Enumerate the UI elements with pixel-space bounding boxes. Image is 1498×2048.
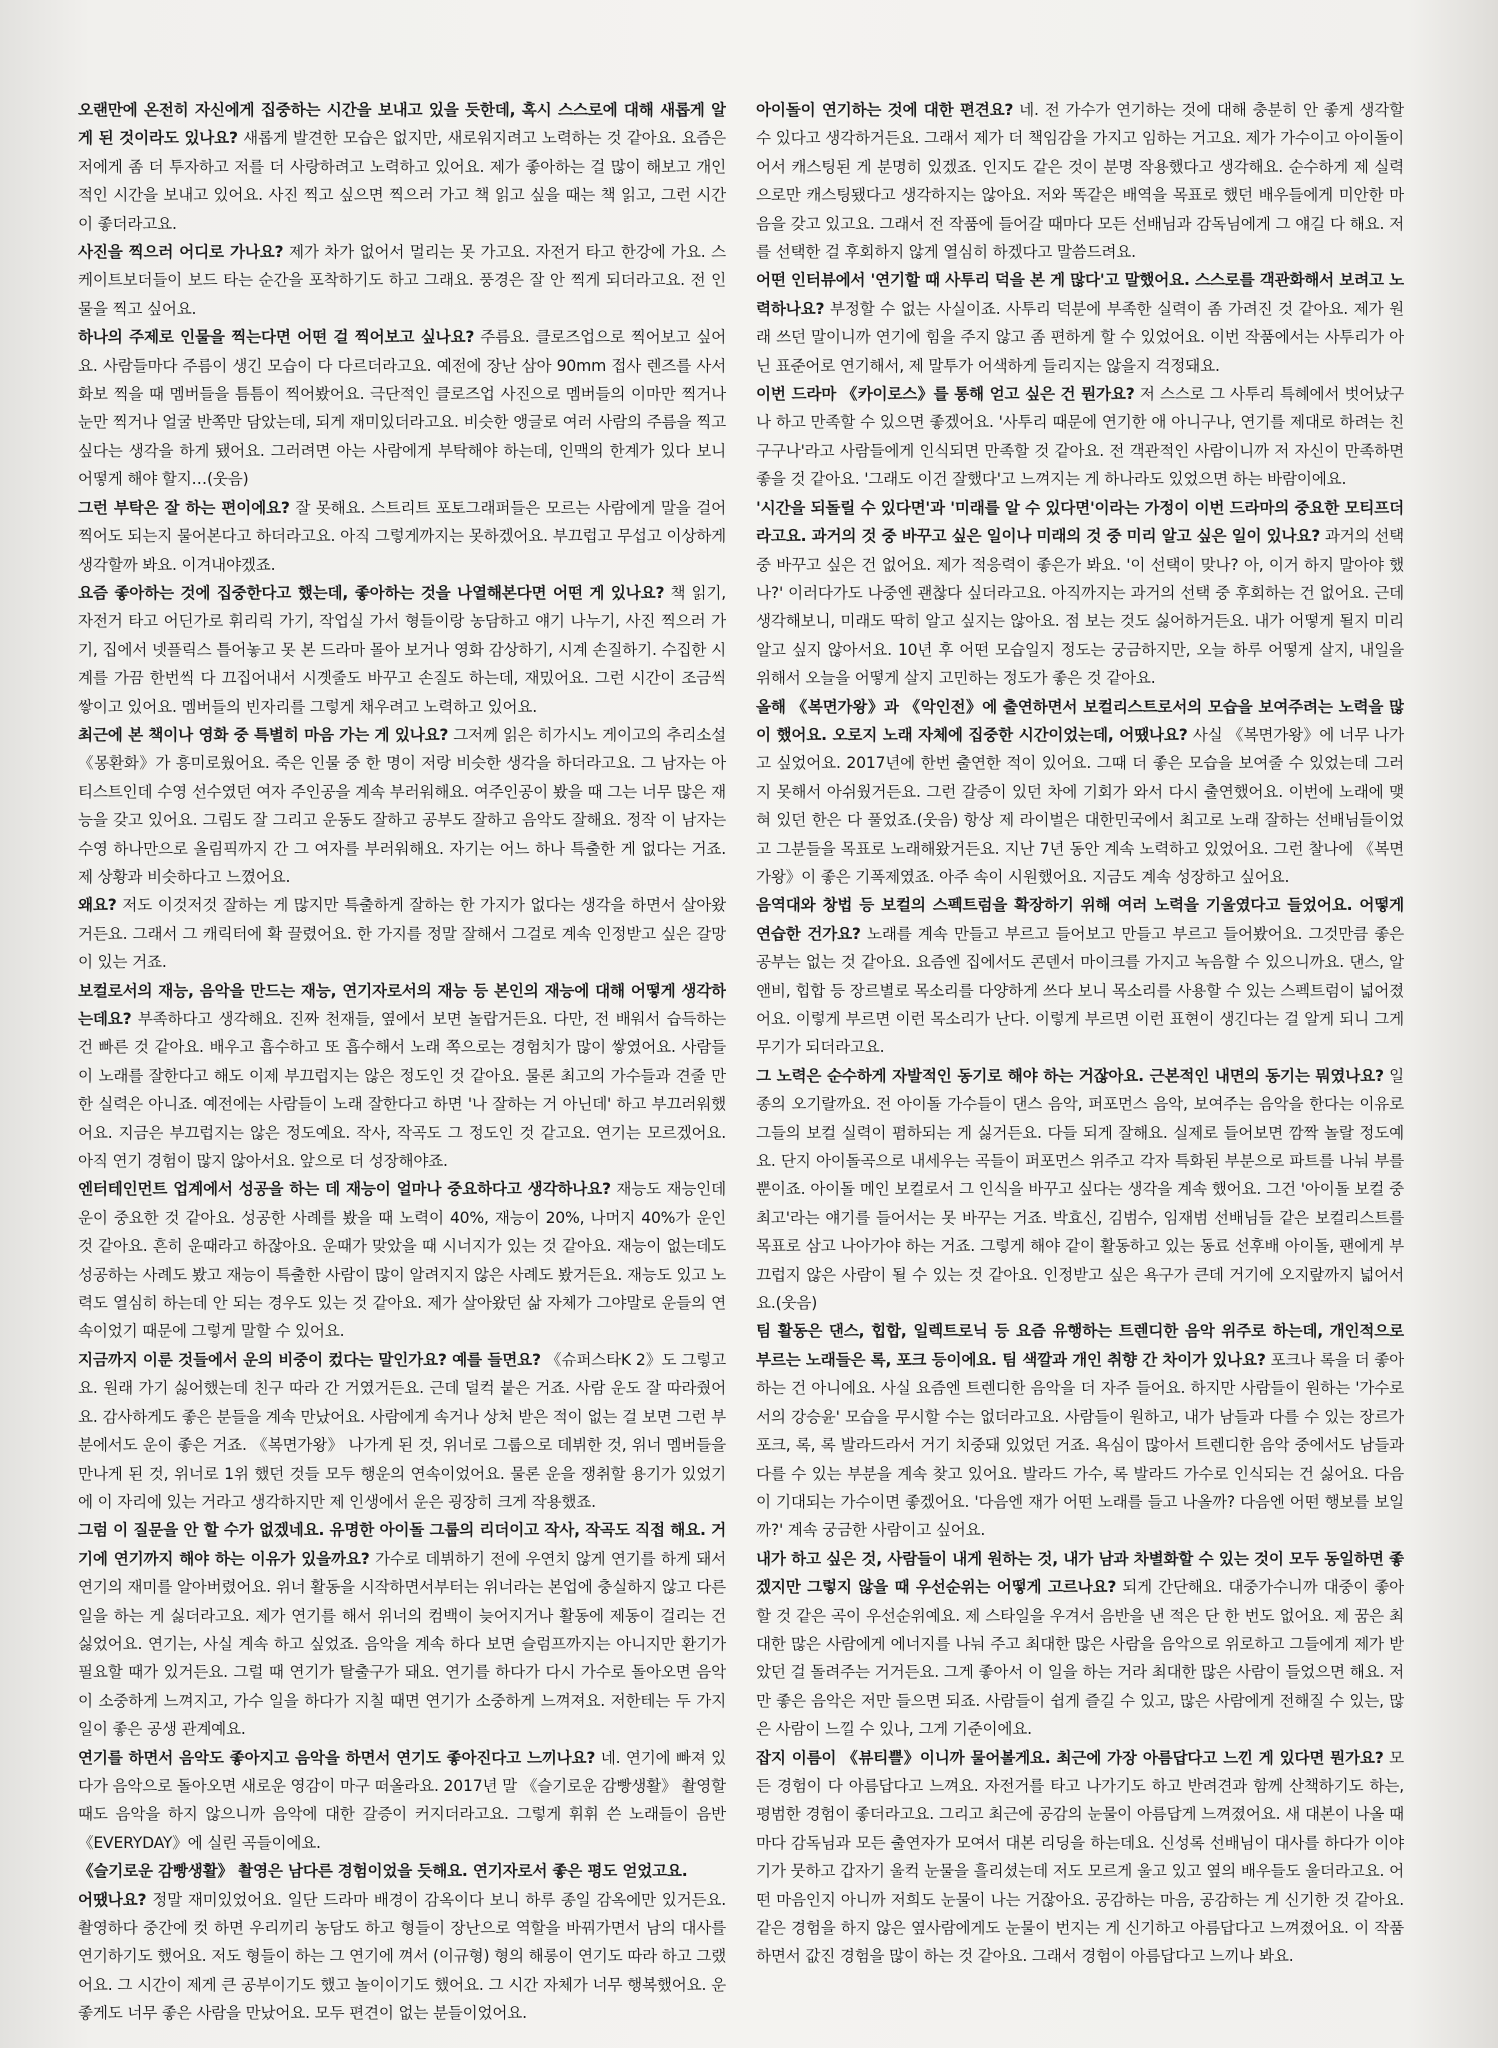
left-column (78, 96, 726, 2041)
interview-question: 왜요? (78, 896, 117, 915)
interview-question: 어떤 인터뷰에서 '연기할 때 사투리 덕을 본 게 많다'고 말했어요. 스스로를 객관화해서 보려고 노력하나요? (756, 271, 1404, 318)
interview-paragraph (78, 721, 726, 891)
interview-question: '시간을 되돌릴 수 있다면'과 '미래를 알 수 있다면'이라는 가정이 이번 드라마의 중요한 모티프더라고요. 과거의 것 중 바꾸고 싶은 일이나 미래의 것 중 미리 알고 싶은 일이 있나요? (756, 498, 1404, 546)
interview-answer: 책 읽기, 자전거 타고 어딘가로 휘리릭 가기, 작업실 가서 형들이랑 농담하고 얘기 나누기, 사진 찍으러 가기, 집에서 넷플릭스 틀어놓고 못 본 드라마 몰아 보거나 영화 감상하기, 시계 손질하기. 수집한 시계를 가끔 한번씩 다 끄집어내서 시곗줄도 바꾸고 손질도 하는데, 재밌어요. 그런 시간이 조금씩 쌓이고 있어요. 멤버들의 빈자리를 그렇게 채우려고 노력하고 있어요. (78, 583, 726, 716)
interview-question: 보컬로서의 재능, 음악을 만드는 재능, 연기자로서의 재능 등 본인의 재능에 대해 어떻게 생각하는데요? (78, 981, 726, 1028)
interview-paragraph (78, 977, 726, 1176)
interview-paragraph (78, 579, 726, 721)
interview-answer: 저도 이것저것 잘하는 게 많지만 특출하게 잘하는 한 가지가 없다는 생각을 하면서 살아왔거든요. 그래서 그 캐릭터에 확 끌렸어요. 한 가지를 정말 잘해서 그걸로 계속 인정받고 싶은 갈망이 있는 거죠. (78, 896, 726, 972)
interview-paragraph (78, 1175, 726, 1345)
interview-answer: 잘 못해요. 스트리트 포토그래퍼들은 모르는 사람에게 말을 걸어 찍어도 되는지 물어본다고 하더라고요. 아직 그렇게까지는 못하겠어요. 부끄럽고 무섭고 이상하게 생각할까 봐요. 이겨내야겠죠. (78, 498, 726, 574)
interview-answer: 모든 경험이 다 아름답다고 느껴요. 자전거를 타고 나가기도 하고 반려견과 함께 산책하기도 하는, 평범한 경험이 좋더라고요. 그리고 최근에 공감의 눈물이 아름답게 느껴졌어요. 새 대본이 나올 때마다 감독님과 모든 출연자가 모여서 대본 리딩을 하는데요. 신성록 선배님이 대사를 하다가 이야기가 뭇하고 갑자기 울컥 눈물을 흘리셨는데 저도 모르게 울고 있고 옆의 배우들도 울더라고요. 어떤 마음인지 아니까 저희도 눈물이 나는 거잖아요. 공감하는 마음, 공감하는 게 신기한 것 같아요. 같은 경험을 하지 않은 옆사람에게도 눈물이 번지는 게 신기하고 아름답다고 느껴졌어요. 이 작품 하면서 값진 경험을 많이 하는 것 같아요. 그래서 경험이 아름답다고 느끼나 봐요. (756, 1748, 1404, 1966)
interview-question: 이번 드라마 《카이로스》를 통해 얻고 싶은 건 뭔가요? (756, 385, 1135, 404)
interview-paragraph (756, 693, 1404, 892)
interview-question: 하나의 주제로 인물을 찍는다면 어떤 걸 찍어보고 싶나요? (78, 328, 475, 347)
interview-question: 그런 부탁은 잘 하는 편이에요? (78, 498, 290, 517)
interview-question: 어땠나요? (78, 1890, 147, 1909)
interview-paragraph (756, 266, 1404, 380)
interview-answer: 《슈퍼스타K 2》도 그렇고요. 원래 가기 싫어했는데 친구 따라 간 거였거든요. 근데 덜컥 붙은 거죠. 사람 운도 잘 따라줬어요. 감사하게도 좋은 분들을 계속 만났어요. 사람에게 속거나 상처 받은 적이 없는 걸 보면 그런 부분에서도 운이 좋은 거죠. 《복면가왕》 나가게 된 것, 위너로 그룹으로 데뷔한 것, 위너 멤버들을 만나게 된 것, 위너로 1위 했던 것들 모두 행운의 연속이었어요. 물론 운을 쟁취할 용기가 있었기에 이 자리에 있는 거라고 생각하지만 제 인생에서 운은 굉장히 크게 작용했죠. (78, 1350, 726, 1511)
interview-paragraph (756, 1545, 1404, 1744)
interview-question: 오랜만에 온전히 자신에게 집중하는 시간을 보내고 있을 듯한데, 혹시 스스로에 대해 새롭게 알게 된 것이라도 있나요? (78, 101, 726, 148)
interview-paragraph (78, 1346, 726, 1516)
interview-question: 지금까지 이룬 것들에서 운의 비중이 컸다는 말인가요? 예를 들면요? (78, 1350, 541, 1369)
interview-answer: 재능도 재능인데 운이 중요한 것 같아요. 성공한 사례를 봤을 때 노력이 40%, 재능이 20%, 나머지 40%가 운인 것 같아요. 흔히 운때라고 하잖아요. 운때가 맞았을 때 시너지가 있는 것 같아요. 재능이 없는데도 성공하는 사례도 봤고 재능이 특출한 사람이 많이 알려지지 않은 사례도 봤거든요. 재능도 있고 노력도 열심히 하는데 안 되는 경우도 있는 것 같아요. 제가 살아왔던 삶 자체가 그야말로 운들의 연속이었기 때문에 그렇게 말할 수 있어요. (78, 1180, 726, 1341)
interview-question: 최근에 본 책이나 영화 중 특별히 마음 가는 게 있나요? (78, 725, 449, 744)
interview-question: 올해 《복면가왕》과 《악인전》에 출연하면서 보컬리스트로서의 모습을 보여주려는 노력을 많이 했어요. 오로지 노래 자체에 집중한 시간이었는데, 어땠나요? (756, 697, 1404, 744)
interview-paragraph (756, 380, 1404, 494)
interview-answer: 네. 전 가수가 연기하는 것에 대해 충분히 안 좋게 생각할 수 있다고 생각하거든요. 그래서 제가 더 책임감을 가지고 임하는 거고요. 제가 가수이고 아이돌이어서 캐스팅된 게 분명히 있겠죠. 인지도 같은 것이 분명 작용했다고 생각해요. 순수하게 제 실력으로만 캐스팅됐다고 생각하지는 않아요. 저와 똑같은 배역을 목표로 했던 배우들에게 미안한 마음을 갖고 있고요. 그래서 전 작품에 들어갈 때마다 모든 선배님과 감독님에게 그 얘길 다 해요. 저를 선택한 걸 후회하지 않게 열심히 하겠다고 말씀드려요. (756, 101, 1404, 262)
interview-answer: 저 스스로 그 사투리 특혜에서 벗어났구나 하고 만족할 수 있으면 좋겠어요. '사투리 때문에 연기한 애 아니구나, 연기를 제대로 하려는 친구구나'라고 사람들에게 인식되면 만족할 것 같아요. 전 객관적인 사람이니까 저 자신이 만족하면 좋을 것 같아요. '그래도 이건 잘했다'고 느껴지는 게 하나라도 있었으면 하는 바람이에요. (756, 385, 1404, 489)
interview-answer: 포크나 록을 더 좋아하는 건 아니에요. 사실 요즘엔 트렌디한 음악을 더 자주 들어요. 하지만 사람들이 원하는 '가수로서의 강승윤' 모습을 무시할 수는 없더라고요. 사람들이 원하고, 내가 남들과 다를 수 있는 장르가 포크, 록, 록 발라드라서 거기 치중돼 있었던 거죠. 욕심이 많아서 트렌디한 음악 중에서도 남들과 다를 수 있는 부분을 계속 찾고 있어요. 발라드 가수, 록 발라드 가수로 인식되는 건 싫어요. 다음이 기대되는 가수이면 좋겠어요. '다음엔 재가 어떤 노래를 들고 나올까? 다음엔 어떤 행보를 보일까?' 계속 궁금한 사람이고 싶어요. (756, 1350, 1404, 1540)
interview-paragraph (78, 494, 726, 579)
interview-paragraph (756, 1062, 1404, 1318)
interview-paragraph (78, 1857, 726, 1885)
interview-question: 엔터테인먼트 업계에서 성공을 하는 데 재능이 얼마나 중요하다고 생각하나요? (78, 1180, 611, 1199)
interview-question: 《슬기로운 감빵생활》 촬영은 남다른 경험이었을 듯해요. 연기자로서 좋은 평도 얻었고요. (78, 1862, 688, 1881)
interview-answer: 제가 차가 없어서 멀리는 못 가고요. 자전거 타고 한강에 가요. 스케이트보더들이 보드 타는 순간을 포착하기도 하고 그래요. 풍경은 잘 안 찍게 되더라고요. 전 인물을 찍고 싶어요. (78, 243, 726, 318)
interview-answer: 노래를 계속 만들고 부르고 들어보고 만들고 부르고 들어봤어요. 그것만큼 좋은 공부는 없는 것 같아요. 요즘엔 집에서도 콘덴서 마이크를 가지고 녹음할 수 있으니까요. 댄스, 알앤비, 힙합 등 장르별로 목소리를 다양하게 쓰다 보니 목소리를 사용할 수 있는 스펙트럼이 넓어졌어요. 이렇게 부르면 이런 목소리가 난다. 이렇게 부르면 이런 표현이 생긴다는 걸 알게 되니 그게 무기가 되더라고요. (756, 924, 1404, 1057)
interview-question: 사진을 찍으러 어디로 가나요? (78, 243, 284, 262)
interview-question: 잡지 이름이 《뷰티쁠》이니까 물어볼게요. 최근에 가장 아름답다고 느낀 게 있다면 뭔가요? (756, 1748, 1384, 1767)
interview-paragraph (78, 1516, 726, 1743)
interview-paragraph (78, 891, 726, 976)
interview-paragraph (756, 891, 1404, 1061)
interview-question: 요즘 좋아하는 것에 집중한다고 했는데, 좋아하는 것을 나열해본다면 어떤 게 있나요? (78, 583, 665, 602)
interview-question: 내가 하고 싶은 것, 사람들이 내게 원하는 것, 내가 남과 차별화할 수 있는 것이 모두 동일하면 좋겠지만 그렇지 않을 때 우선순위는 어떻게 고르나요? (756, 1549, 1404, 1597)
interview-question: 음역대와 창법 등 보컬의 스펙트럼을 확장하기 위해 여러 노력을 기울였다고 들었어요. 어떻게 연습한 건가요? (756, 896, 1404, 943)
interview-paragraph (756, 1744, 1404, 1971)
interview-paragraph (756, 96, 1404, 266)
interview-answer: 새롭게 발견한 모습은 없지만, 새로워지려고 노력하는 것 같아요. 요즘은 저에게 좀 더 투자하고 저를 더 사랑하려고 노력하고 있어요. 제가 좋아하는 걸 많이 해보고 개인적인 시간을 보내고 있어요. 사진 찍고 싶으면 찍으러 가고 책 읽고 싶을 때는 책 읽고, 그런 시간이 좋더라고요. (78, 129, 726, 233)
interview-question: 그 노력은 순수하게 자발적인 동기로 해야 하는 거잖아요. 근본적인 내면의 동기는 뭐였나요? (756, 1066, 1384, 1085)
interview-question: 연기를 하면서 음악도 좋아지고 음악을 하면서 연기도 좋아진다고 느끼나요? (78, 1748, 596, 1767)
interview-paragraph (78, 96, 726, 238)
interview-answer: 사실 《복면가왕》에 너무 나가고 싶었어요. 2017년에 한번 출연한 적이 있어요. 그때 더 좋은 모습을 보여줄 수 있었는데 그러지 못해서 아쉬웠거든요. 그런 갈증이 있던 차에 기회가 와서 다시 출연했어요. 이번에 노래에 맺혀 있던 한은 다 풀었죠.(웃음) 항상 제 라이벌은 대한민국에서 최고로 노래 잘하는 선배님들이었고 그분들을 목표로 노래해왔거든요. 지난 7년 동안 계속 노력하고 있었어요. 그런 찰나에 《복면가왕》이 좋은 기폭제였죠. 아주 속이 시원했어요. 지금도 계속 성장하고 싶어요. (756, 725, 1404, 886)
interview-paragraph (756, 494, 1404, 693)
interview-paragraph (78, 238, 726, 323)
interview-answer: 정말 재미있었어요. 일단 드라마 배경이 감옥이다 보니 하루 종일 감옥에만 있거든요. 촬영하다 중간에 컷 하면 우리끼리 농담도 하고 형들이 장난으로 역할을 바꿔가면서 남의 대사를 연기하기도 했어요. 저도 형들이 하는 그 연기에 껴서 (이규형) 형의 해롱이 연기도 따라 하고 그랬어요. 그 시간이 제게 큰 공부이기도 했고 놀이이기도 했어요. 그 시간 자체가 너무 행복했어요. 운 좋게도 너무 좋은 사람을 만났어요. 모두 편견이 없는 분들이었어요. (78, 1890, 726, 2023)
interview-answer: 네. 연기에 빠져 있다가 음악으로 돌아오면 새로운 영감이 마구 떠올라요. 2017년 말 《슬기로운 감빵생활》 촬영할 때도 음악을 하지 않으니까 음악에 대한 갈증이 커지더라고요. 그렇게 휘휘 쓴 노래들이 음반 《EVERYDAY》에 실린 곡들이에요. (78, 1748, 726, 1852)
interview-paragraph (756, 1317, 1404, 1544)
interview-answer: 가수로 데뷔하기 전에 우연치 않게 연기를 하게 돼서 연기의 재미를 알아버렸어요. 위너 활동을 시작하면서부터는 위너라는 본업에 충실하지 않고 다른 일을 하는 게 싫더라고요. 제가 연기를 해서 위너의 컴백이 늦어지거나 활동에 제동이 걸리는 건 싫었어요. 연기는, 사실 계속 하고 싶었죠. 음악을 계속 하다 보면 슬럼프까지는 아니지만 환기가 필요할 때가 있거든요. 그럴 때 연기가 탈출구가 돼요. 연기를 하다가 다시 가수로 돌아오면 음악이 소중하게 느껴지고, 가수 일을 하다가 지칠 때면 연기가 소중하게 느껴져요. 저한테는 두 가지 일이 좋은 공생 관계예요. (78, 1549, 726, 1739)
interview-answer: 과거의 선택 중 바꾸고 싶은 건 없어요. 제가 적응력이 좋은가 봐요. '이 선택이 맞나? 아, 이거 하지 말아야 했나?' 이러다가도 나중엔 괜찮다 싶더라고요. 아직까지는 과거의 선택 중 후회하는 건 없어요. 근데 생각해보니, 미래도 딱히 알고 싶지는 않아요. 점 보는 것도 싫어하거든요. 내가 어떻게 될지 미리 알고 싶지 않아서요. 10년 후 어떤 모습일지 정도는 궁금하지만, 오늘 하루 어떻게 살지, 내일을 위해서 오늘을 어떻게 살지 고민하는 정도가 좋은 것 같아요. (756, 527, 1404, 688)
right-column (756, 96, 1404, 2041)
interview-answer: 되게 간단해요. 대중가수니까 대중이 좋아할 것 같은 곡이 우선순위예요. 제 스타일을 우겨서 음반을 낸 적은 단 한 번도 없어요. 제 꿈은 최대한 많은 사람에게 에너지를 나눠 주고 최대한 많은 사람을 음악으로 위로하고 그들에게 제가 받았던 걸 돌려주는 거거든요. 그게 좋아서 이 일을 하는 거라 최대한 많은 사람이 들었으면 해요. 저만 좋은 음악은 저만 들으면 되죠. 사람들이 쉽게 즐길 수 있고, 많은 사람에게 전해질 수 있는, 많은 사람이 느낄 수 있나, 그게 기준이에요. (756, 1578, 1404, 1739)
interview-paragraph (78, 323, 726, 493)
interview-answer: 부정할 수 없는 사실이죠. 사투리 덕분에 부족한 실력이 좀 가려진 것 같아요. 제가 원래 쓰던 말이니까 연기에 힘을 주지 않고 좀 편하게 할 수 있었어요. 이번 작품에서는 사투리가 아닌 표준어로 연기해서, 제 말투가 어색하게 들리지는 않을지 걱정돼요. (756, 299, 1404, 375)
interview-question: 아이돌이 연기하는 것에 대한 편견요? (756, 101, 1014, 119)
interview-answer: 일종의 오기랄까요. 전 아이돌 가수들이 댄스 음악, 퍼포먼스 음악, 보여주는 음악을 한다는 이유로 그들의 보컬 실력이 폄하되는 게 싫거든요. 다들 되게 잘해요. 실제로 들어보면 깜짝 놀랄 정도예요. 단지 아이돌곡으로 내세우는 곡들이 퍼포먼스 위주고 각자 특화된 부분으로 파트를 나눠 부를 뿐이죠. 아이돌 메인 보컬로서 그 인식을 바꾸고 싶다는 생각을 계속 했어요. 그건 '아이돌 보컬 중 최고'라는 얘기를 들어서는 못 바꾸는 거죠. 박효신, 김범수, 임재범 선배님들 같은 보컬리스트를 목표로 삼고 나아가야 하는 거죠. 그렇게 해야 같이 활동하고 있는 동료 선후배 아이돌, 팬에게 부끄럽지 않은 사람이 될 수 있는 것 같아요. 인정받고 싶은 욕구가 큰데 거기에 오지랖까지 넓어서요.(웃음) (756, 1066, 1404, 1313)
interview-question: 팀 활동은 댄스, 힙합, 일렉트로닉 등 요즘 유행하는 트렌디한 음악 위주로 하는데, 개인적으로 부르는 노래들은 록, 포크 등이에요. 팀 색깔과 개인 취향 간 차이가 있나요? (756, 1322, 1404, 1369)
interview-answer: 그저께 읽은 히가시노 게이고의 추리소설 《몽환화》가 흥미로웠어요. 죽은 인물 중 한 명이 저랑 비슷한 생각을 하더라고요. 그 남자는 아티스트인데 수영 선수였던 여자 주인공을 계속 부러워해요. 여주인공이 봤을 때 그는 너무 많은 재능을 갖고 있어요. 그림도 잘 그리고 운동도 잘하고 공부도 잘하고 음악도 잘해요. 정작 이 남자는 수영 하나만으로 올림픽까지 간 그 여자를 부러워해요. 자기는 어느 하나 특출한 게 없다는 거죠. 제 상황과 비슷하다고 느꼈어요. (78, 725, 726, 886)
interview-paragraph (78, 1744, 726, 1858)
interview-question: 그럼 이 질문을 안 할 수가 없겠네요. 유명한 아이돌 그룹의 리더이고 작사, 작곡도 직접 해요. 거기에 연기까지 해야 하는 이유가 있을까요? (78, 1521, 726, 1568)
interview-answer: 부족하다고 생각해요. 진짜 천재들, 옆에서 보면 놀랍거든요. 다만, 전 배워서 습득하는 건 빠른 것 같아요. 배우고 흡수하고 또 흡수해서 노래 쪽으로는 경험치가 많이 쌓였어요. 사람들이 노래를 잘한다고 해도 이제 부끄럽지는 않은 정도인 것 같아요. 물론 최고의 가수들과 견줄 만한 실력은 아니죠. 예전에는 사람들이 노래 잘한다고 하면 '나 잘하는 거 아닌데' 하고 부끄러워했어요. 지금은 부끄럽지는 않은 정도예요. 작사, 작곡도 그 정도인 것 같고요. 연기는 모르겠어요. 아직 연기 경험이 많지 않아서요. 앞으로 더 성장해야죠. (78, 1010, 726, 1171)
interview-answer: 주름요. 클로즈업으로 찍어보고 싶어요. 사람들마다 주름이 생긴 모습이 다 다르더라고요. 예전에 장난 삼아 90mm 접사 렌즈를 사서 화보 찍을 때 멤버들을 틈틈이 찍어봤어요. 극단적인 클로즈업 사진으로 멤버들의 이마만 찍거나 눈만 찍거나 얼굴 반쪽만 담았는데, 되게 재미있더라고요. 비슷한 앵글로 여러 사람의 주름을 찍고 싶다는 생각을 하게 됐어요. 그러려면 아는 사람에게 부탁해야 하는데, 인맥의 한계가 있다 보니 어떻게 해야 할지…(웃음) (78, 328, 726, 489)
interview-paragraph (78, 1886, 726, 2028)
